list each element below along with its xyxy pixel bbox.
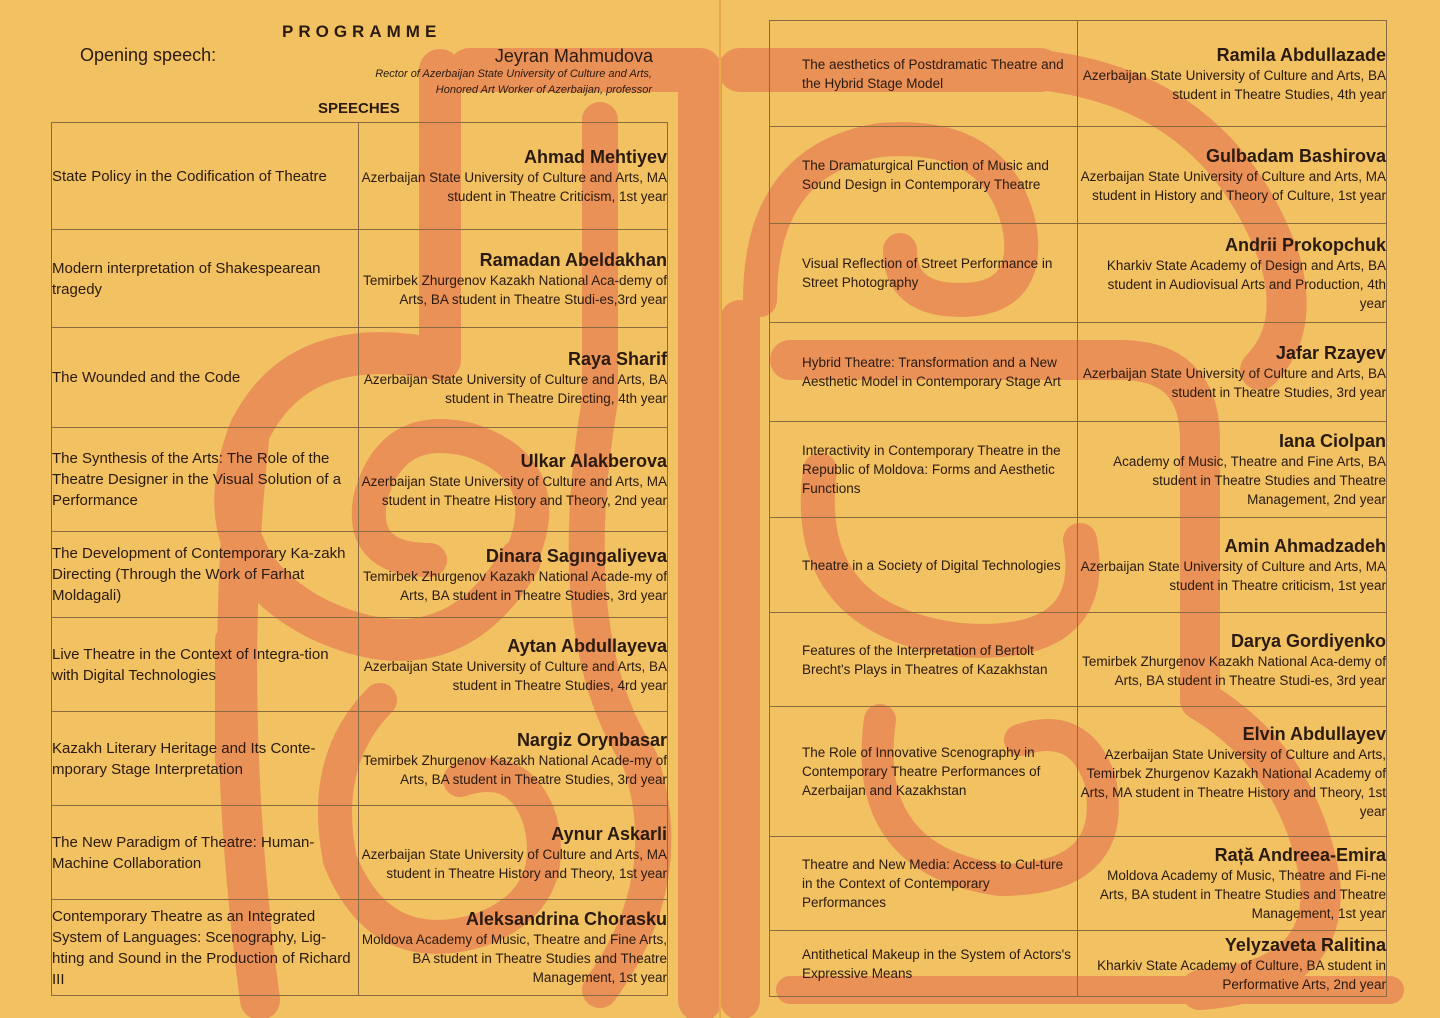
speech-topic: The Development of Contemporary Ka-zakh Directing (Through the Work of Farhat Moldagali) xyxy=(52,532,359,618)
speaker-affiliation: Kharkiv State Academy of Culture, BA student in Performative Arts, 2nd year xyxy=(1097,957,1386,992)
speaker-cell xyxy=(1078,21,1387,127)
speaker-cell xyxy=(1078,518,1387,613)
speech-topic: State Policy in the Codification of Theatre xyxy=(52,123,359,230)
speaker-cell xyxy=(1078,613,1387,707)
speech-topic: Modern interpretation of Shakespearean tragedy xyxy=(52,230,359,328)
speaker-affiliation: Temirbek Zhurgenov Kazakh National Acade-my of Arts, BA student in Theatre Studies, 3rd year xyxy=(363,568,667,603)
speaker-name: Aytan Abdullayeva xyxy=(507,635,667,656)
speech-topic: Contemporary Theatre as an Integrated System of Languages: Scenography, Lig-hting and Sound in the Production of Richard III xyxy=(52,900,359,996)
speech-row xyxy=(52,712,668,806)
speeches-table-right xyxy=(769,20,1387,997)
speech-row xyxy=(52,328,668,428)
speech-row xyxy=(52,532,668,618)
speaker-affiliation: Kharkiv State Academy of Design and Arts, BA student in Audiovisual Arts and Production, 4th year xyxy=(1106,257,1386,311)
speaker-cell xyxy=(359,806,668,900)
speaker-name: Ramadan Abeldakhan xyxy=(479,249,667,270)
speaker-affiliation: Azerbaijan State University of Culture and Arts, BA student in Theatre Directing, 4th year xyxy=(363,371,667,406)
speaker-name: Elvin Abdullayev xyxy=(1242,723,1386,744)
speech-row xyxy=(52,806,668,900)
speech-row xyxy=(770,127,1387,224)
speaker-name: Darya Gordiyenko xyxy=(1230,630,1386,651)
opening-role-line2: Honored Art Worker of Azerbaijan, professor xyxy=(435,84,652,96)
speaker-cell xyxy=(359,428,668,532)
speech-topic: Kazakh Literary Heritage and Its Conte-mporary Stage Interpretation xyxy=(52,712,359,806)
speaker-name: Aleksandrina Chorasku xyxy=(465,909,667,929)
speaker-cell xyxy=(359,618,668,712)
speech-row xyxy=(770,613,1387,707)
speaker-name: Iana Ciolpan xyxy=(1278,431,1386,451)
speaker-name: Andrii Prokopchuk xyxy=(1224,234,1386,255)
page-fold xyxy=(719,0,721,1018)
speaker-affiliation: Azerbaijan State University of Culture and Arts, MA student in Theatre History and Theory, 2nd year xyxy=(361,473,667,508)
speech-row xyxy=(770,224,1387,323)
speech-row xyxy=(52,230,668,328)
speech-topic: The New Paradigm of Theatre: Human-Machine Collaboration xyxy=(52,806,359,900)
speaker-affiliation: Azerbaijan State University of Culture and Arts, MA student in Theatre Criticism, 1st year xyxy=(361,170,667,204)
speech-row xyxy=(52,900,668,996)
speech-topic: Live Theatre in the Context of Integra-tion with Digital Technologies xyxy=(52,618,359,712)
speaker-cell xyxy=(1078,931,1387,997)
speaker-name: Dinara Sagıngaliyeva xyxy=(485,545,667,566)
speech-row xyxy=(770,323,1387,422)
speech-topic: The Synthesis of the Arts: The Role of the Theatre Designer in the Visual Solution of a Performance xyxy=(52,428,359,532)
speeches-table-left xyxy=(51,122,668,996)
speech-topic: The Role of Innovative Scenography in Contemporary Theatre Performances of Azerbaijan and Kazakhstan xyxy=(770,707,1078,837)
speaker-cell xyxy=(1078,837,1387,931)
speech-row xyxy=(52,428,668,532)
speeches-heading: SPEECHES xyxy=(318,100,400,117)
speech-row xyxy=(770,422,1387,518)
speaker-cell xyxy=(359,328,668,428)
speaker-affiliation: Temirbek Zhurgenov Kazakh National Aca-demy of Arts, BA student in Theatre Studi-es,3rd year xyxy=(363,272,667,307)
speech-row xyxy=(52,618,668,712)
speaker-affiliation: Azerbaijan State University of Culture and Arts, BA student in Theatre Studies, 3rd year xyxy=(1082,366,1386,400)
speaker-cell xyxy=(1078,422,1387,518)
speaker-affiliation: Azerbaijan State University of Culture and Arts, Temirbek Zhurgenov Kazakh National Academy of Arts, MA student in Theatre History and Theory, 1st year xyxy=(1080,746,1386,819)
speaker-cell xyxy=(1078,127,1387,224)
speaker-affiliation: Azerbaijan State University of Culture and Arts, MA student in Theatre History and Theory, 1st year xyxy=(361,846,667,881)
speech-topic: Features of the Interpretation of Bertolt Brecht's Plays in Theatres of Kazakhstan xyxy=(770,613,1078,707)
speaker-cell xyxy=(1078,323,1387,422)
speech-row xyxy=(770,931,1387,997)
speaker-affiliation: Azerbaijan State University of Culture and Arts, MA student in History and Theory of Culture, 1st year xyxy=(1080,169,1386,203)
speech-topic: The aesthetics of Postdramatic Theatre and the Hybrid Stage Model xyxy=(770,21,1078,127)
speaker-affiliation: Moldova Academy of Music, Theatre and Fine Arts, BA student in Theatre Studies and Theatre Management, 1st year xyxy=(361,932,667,985)
speech-topic: Visual Reflection of Street Performance in Street Photography xyxy=(770,224,1078,323)
speaker-cell xyxy=(1078,707,1387,837)
speaker-affiliation: Academy of Music, Theatre and Fine Arts, BA student in Theatre Studies and Theatre Management, 2nd year xyxy=(1113,454,1386,507)
speaker-cell xyxy=(359,230,668,328)
speaker-affiliation: Moldova Academy of Music, Theatre and Fi-ne Arts, BA student in Theatre Studies and Theatre Management, 1st year xyxy=(1099,868,1386,921)
speaker-name: Rață Andreea-Emira xyxy=(1214,845,1386,865)
speech-row xyxy=(770,837,1387,931)
speech-row xyxy=(52,123,668,230)
speech-row xyxy=(770,518,1387,613)
speaker-affiliation: Temirbek Zhurgenov Kazakh National Acade-my of Arts, BA student in Theatre Studies, 3rd year xyxy=(363,752,667,787)
opening-speech-label: Opening speech: xyxy=(80,45,217,65)
speaker-cell xyxy=(1078,224,1387,323)
speech-topic: Theatre and New Media: Access to Cul-ture in the Context of Contemporary Performances xyxy=(770,837,1078,931)
speaker-name: Ulkar Alakberova xyxy=(520,450,667,471)
speaker-cell xyxy=(359,123,668,230)
speaker-name: Amin Ahmadzadeh xyxy=(1224,536,1386,556)
speaker-name: Ahmad Mehtiyev xyxy=(523,147,667,167)
speaker-name: Raya Sharif xyxy=(567,348,667,369)
speaker-cell xyxy=(359,900,668,996)
speech-topic: Interactivity in Contemporary Theatre in the Republic of Moldova: Forms and Aesthetic Functions xyxy=(770,422,1078,518)
speech-topic: Theatre in a Society of Digital Technologies xyxy=(770,518,1078,613)
speech-topic: Antithetical Makeup in the System of Actors's Expressive Means xyxy=(770,931,1078,997)
speaker-cell xyxy=(359,532,668,618)
speaker-name: Nargiz Orynbasar xyxy=(516,729,667,750)
speech-row xyxy=(770,707,1387,837)
opening-role-line1: Rector of Azerbaijan State University of Culture and Arts, xyxy=(375,68,652,80)
speaker-name: Yelyzaveta Ralitina xyxy=(1224,934,1386,955)
opening-speaker-name: Jeyran Mahmudova xyxy=(494,46,653,66)
speech-topic: The Dramaturgical Function of Music and Sound Design in Contemporary Theatre xyxy=(770,127,1078,224)
speaker-cell xyxy=(359,712,668,806)
speaker-affiliation: Azerbaijan State University of Culture and Arts, MA student in Theatre criticism, 1st year xyxy=(1080,559,1386,593)
opening-speaker-role xyxy=(375,66,652,98)
programme-title: PROGRAMME xyxy=(282,22,442,41)
speaker-name: Jafar Rzayev xyxy=(1275,343,1386,363)
speech-row xyxy=(770,21,1387,127)
speech-topic: Hybrid Theatre: Transformation and a New Aesthetic Model in Contemporary Stage Art xyxy=(770,323,1078,422)
speaker-name: Gulbadam Bashirova xyxy=(1205,146,1386,166)
speaker-affiliation: Azerbaijan State University of Culture and Arts, BA student in Theatre Studies, 4rd year xyxy=(363,658,667,693)
speaker-affiliation: Temirbek Zhurgenov Kazakh National Aca-demy of Arts, BA student in Theatre Studi-es, 3rd year xyxy=(1082,653,1386,688)
speaker-name: Aynur Askarli xyxy=(551,823,667,844)
speech-topic: The Wounded and the Code xyxy=(52,328,359,428)
speaker-name: Ramila Abdullazade xyxy=(1216,44,1386,65)
speaker-affiliation: Azerbaijan State University of Culture and Arts, BA student in Theatre Studies, 4th year xyxy=(1082,67,1386,102)
